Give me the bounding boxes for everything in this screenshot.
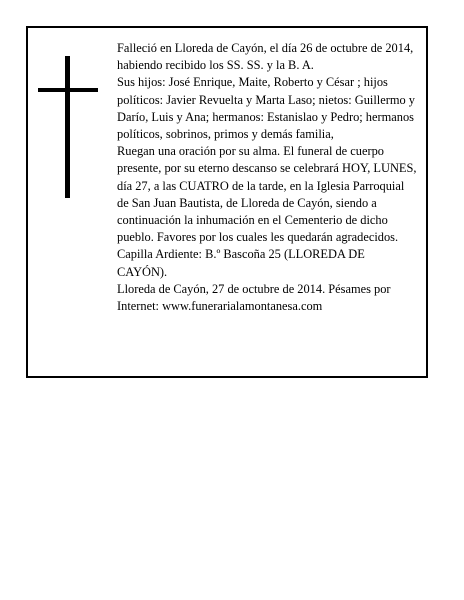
notice-paragraph-condolences: Lloreda de Cayón, 27 de octubre de 2014. Pésames por Internet: www.funerarialamontanesa.com xyxy=(117,281,391,314)
obituary-text xyxy=(117,40,417,315)
notice-paragraph-death: Falleció en Lloreda de Cayón, el día 26 de octubre de 2014, habiendo recibido los SS. SS. y la B. A. xyxy=(117,41,414,73)
obituary-notice-frame xyxy=(26,26,428,378)
notice-paragraph-family: Sus hijos: José Enrique, Maite, Roberto y César ; hijos políticos: Javier Revuelta y Marta Laso; nietos: Guillermo y Darío, Luis y Ana; hermanos: Estanislao y Pedro; hermanos políticos, sobrinos, primos y demás familia, xyxy=(117,75,415,142)
cross-horizontal-bar xyxy=(38,88,98,92)
notice-paragraph-funeral: Ruegan una oración por su alma. El funeral de cuerpo presente, por su eterno descanso se celebrará HOY, LUNES, día 27, a las CUATRO de la tarde, en la Iglesia Parroquial de San Juan Bautista, de Lloreda de Cayón, siendo a continuación la inhumación en el Cementerio de dicho pueblo. Favores por los cuales les quedarán agradecidos. Capilla Ardiente: B.º Bascoña 25 (LLOREDA DE CAYÓN). xyxy=(117,144,417,279)
cross-vertical-bar xyxy=(65,56,70,198)
latin-cross-icon xyxy=(38,56,98,198)
